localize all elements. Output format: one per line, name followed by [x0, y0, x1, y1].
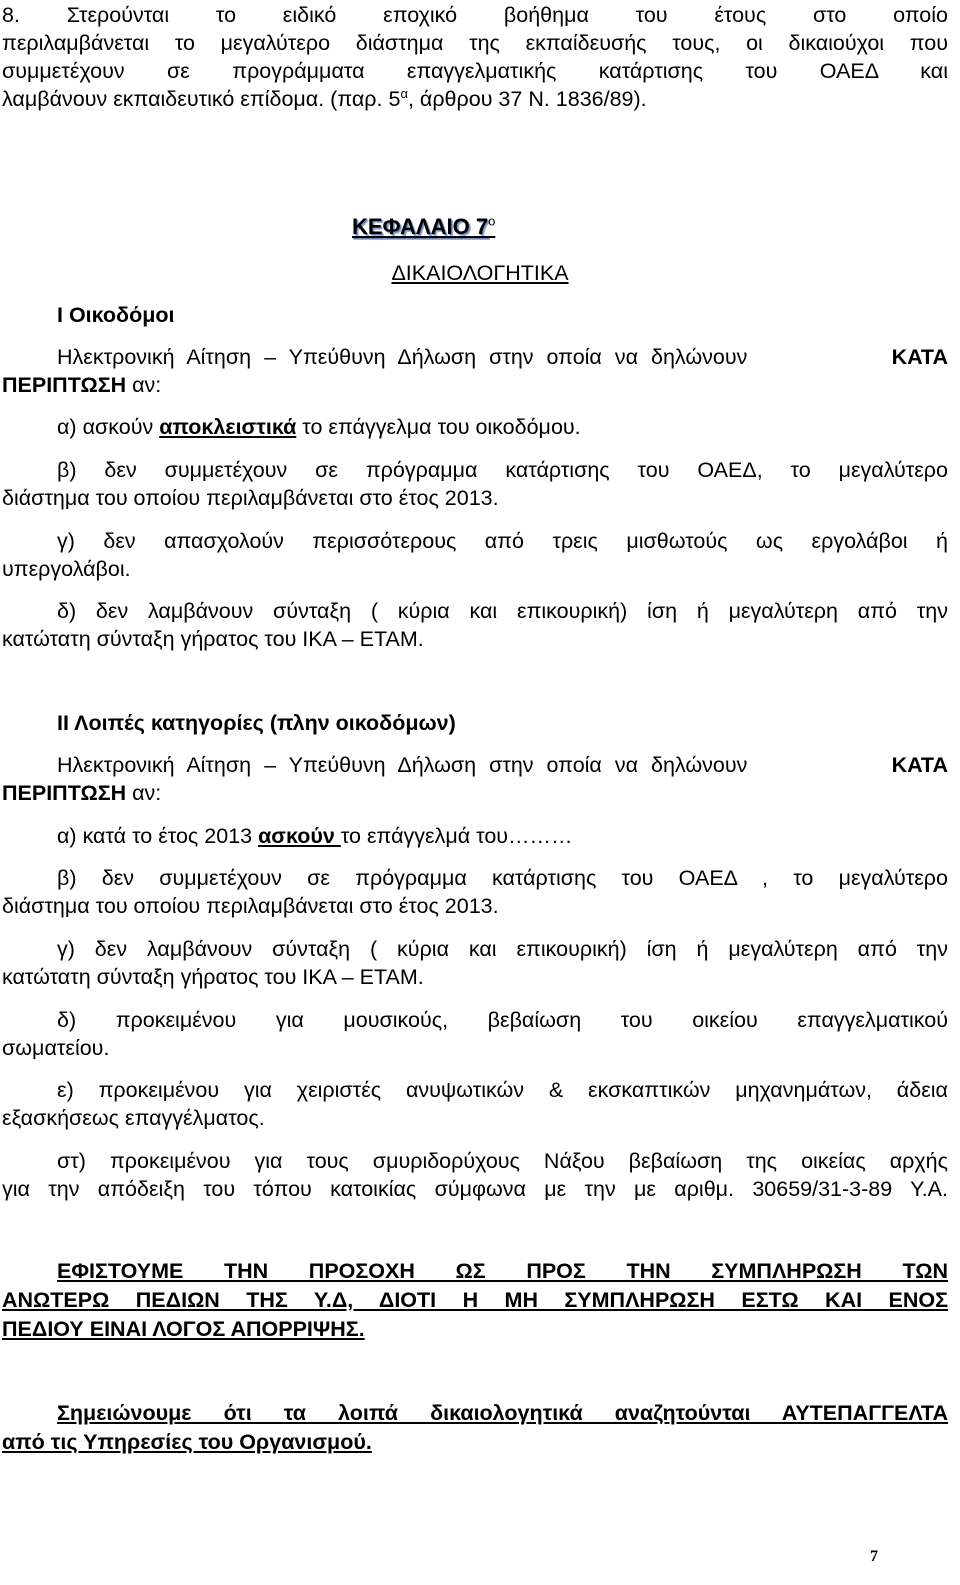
section2-item-b-line-1: β) δεν συμμετέχουν σε πρόγραμμα κατάρτισης του ΟΑΕΔ , το μεγαλύτερο: [57, 866, 948, 890]
section1-item-a-post: το επάγγελμα του οικοδόμου.: [296, 415, 581, 439]
item8-line-3: συμμετέχουν σε προγράμματα επαγγελματικής κατάρτισης του ΟΑΕΔ και: [2, 59, 948, 83]
chapter-title: [352, 214, 495, 240]
item8-line-1: 8. Στερούνται το ειδικό εποχικό βοήθημα του έτους στο οποίο: [2, 3, 948, 27]
section1-item-b-line-2: διάστημα του οποίου περιλαμβάνεται στο έτος 2013.: [2, 486, 499, 510]
chapter-title-text: ΚΕΦΑΛΑΙΟ 7: [352, 214, 489, 239]
note-line-1: Σημειώνουμε ότι τα λοιπά δικαιολογητικά αναζητούνται ΑΥΤΕΠΑΓΓΕΛΤΑ: [57, 1401, 948, 1425]
item8-line-4b: , άρθρου 37 Ν. 1836/89).: [407, 87, 647, 111]
section2-item-a-emphasis: ασκούν: [258, 824, 341, 848]
section2-item-d-line-1: δ) προκειμένου για μουσικούς, βεβαίωση του οικείου επαγγελματικού: [57, 1008, 948, 1032]
section2-intro-line-1: [57, 750, 948, 780]
section1-item-c-line-2: υπεργολάβοι.: [2, 557, 131, 581]
section2-item-a: [57, 821, 948, 851]
section1-intro-an: αν:: [126, 373, 162, 397]
section2-intro-an: αν:: [126, 781, 162, 805]
chapter-subtitle: [0, 258, 960, 288]
section2-item-e-line-1: ε) προκειμένου για χειριστές ανυψωτικών & εκσκαπτικών μηχανημάτων, άδεια: [57, 1078, 948, 1102]
section1-intro-kata: ΚΑΤΑ: [891, 345, 948, 369]
section2-intro-line-2: [2, 778, 948, 808]
section1-intro-line-2: [2, 370, 948, 400]
note-line-2: από τις Υπηρεσίες του Οργανισμού.: [2, 1430, 372, 1454]
item8-line-4a: λαμβάνουν εκπαιδευτικό επίδομα. (παρ. 5: [2, 87, 401, 111]
page-number: 7: [870, 1548, 878, 1565]
section2-item-a-pre: α) κατά το έτος 2013: [57, 824, 259, 848]
section1-item-a-pre: α) ασκούν: [57, 415, 160, 439]
item8-line-4: [2, 84, 948, 114]
section1-item-d-line-1: δ) δεν λαμβάνουν σύνταξη ( κύρια και επικουρική) ίση ή μεγαλύτερη από την: [57, 599, 948, 623]
section2-item-c-line-1: γ) δεν λαμβάνουν σύνταξη ( κύρια και επικουρική) ίση ή μεγαλύτερη από την: [57, 937, 948, 961]
section1-intro-text: Ηλεκτρονική Αίτηση – Υπεύθυνη Δήλωση στην οποία να δηλώνουν: [57, 345, 748, 369]
section2-item-f-line-2: για την απόδειξη του τόπου κατοικίας σύμφωνα με την με αριθμ. 30659/31-3-89 Υ.Α.: [2, 1177, 948, 1201]
section1-item-b-line-1: β) δεν συμμετέχουν σε πρόγραμμα κατάρτισης του ΟΑΕΔ, το μεγαλύτερο: [57, 458, 948, 482]
section1-item-d-line-2: κατώτατη σύνταξη γήρατος του ΙΚΑ – ΕΤΑΜ.: [2, 627, 424, 651]
section2-item-b-line-2: διάστημα του οποίου περιλαμβάνεται στο έτος 2013.: [2, 894, 499, 918]
item8-superscript: α: [400, 85, 408, 101]
section2-item-a-post: το επάγγελμά του………: [340, 824, 573, 848]
chapter-title-superscript: ο: [488, 213, 496, 229]
section2-item-d-line-2: σωματείου.: [2, 1036, 110, 1060]
section1-intro-line-1: [57, 342, 948, 372]
section2-heading: ΙΙ Λοιπές κατηγορίες (πλην οικοδόμων): [57, 711, 456, 735]
notice-line-3: ΠΕΔΙΟΥ ΕΙΝΑΙ ΛΟΓΟΣ ΑΠΟΡΡΙΨΗΣ.: [2, 1317, 365, 1341]
section2-item-f-line-1: στ) προκειμένου για τους σμυριδορύχους Νάξου βεβαίωση της οικείας αρχής: [57, 1149, 948, 1173]
notice-line-2: ΑΝΩΤΕΡΩ ΠΕΔΙΩΝ ΤΗΣ Υ.Δ, ΔΙΟΤΙ Η ΜΗ ΣΥΜΠΛΗΡΩΣΗ ΕΣΤΩ ΚΑΙ ΕΝΟΣ: [2, 1288, 948, 1312]
chapter-subtitle-text: ΔΙΚΑΙΟΛΟΓΗΤΙΚΑ: [391, 261, 569, 285]
section1-item-a-emphasis: αποκλειστικά: [159, 415, 297, 439]
section2-intro-kata: ΚΑΤΑ: [891, 753, 948, 777]
item8-line-2: περιλαμβάνεται το μεγαλύτερο διάστημα της εκπαίδευσής τους, οι δικαιούχοι που: [2, 31, 948, 55]
section1-heading: Ι Οικοδόμοι: [57, 303, 175, 327]
section2-item-e-line-2: εξασκήσεως επαγγέλματος.: [2, 1106, 265, 1130]
section1-item-a: [57, 412, 948, 442]
section2-item-c-line-2: κατώτατη σύνταξη γήρατος του ΙΚΑ – ΕΤΑΜ.: [2, 965, 424, 989]
section1-item-c-line-1: γ) δεν απασχολούν περισσότερους από τρεις μισθωτούς ως εργολάβοι ή: [57, 529, 948, 553]
notice-line-1: ΕΦΙΣΤΟΥΜΕ ΤΗΝ ΠΡΟΣΟΧΗ ΩΣ ΠΡΟΣ ΤΗΝ ΣΥΜΠΛΗΡΩΣΗ ΤΩΝ: [57, 1259, 948, 1283]
section1-intro-periptosi: ΠΕΡΙΠΤΩΣΗ: [2, 373, 127, 397]
section2-intro-periptosi: ΠΕΡΙΠΤΩΣΗ: [2, 781, 127, 805]
section2-intro-text: Ηλεκτρονική Αίτηση – Υπεύθυνη Δήλωση στην οποία να δηλώνουν: [57, 753, 748, 777]
